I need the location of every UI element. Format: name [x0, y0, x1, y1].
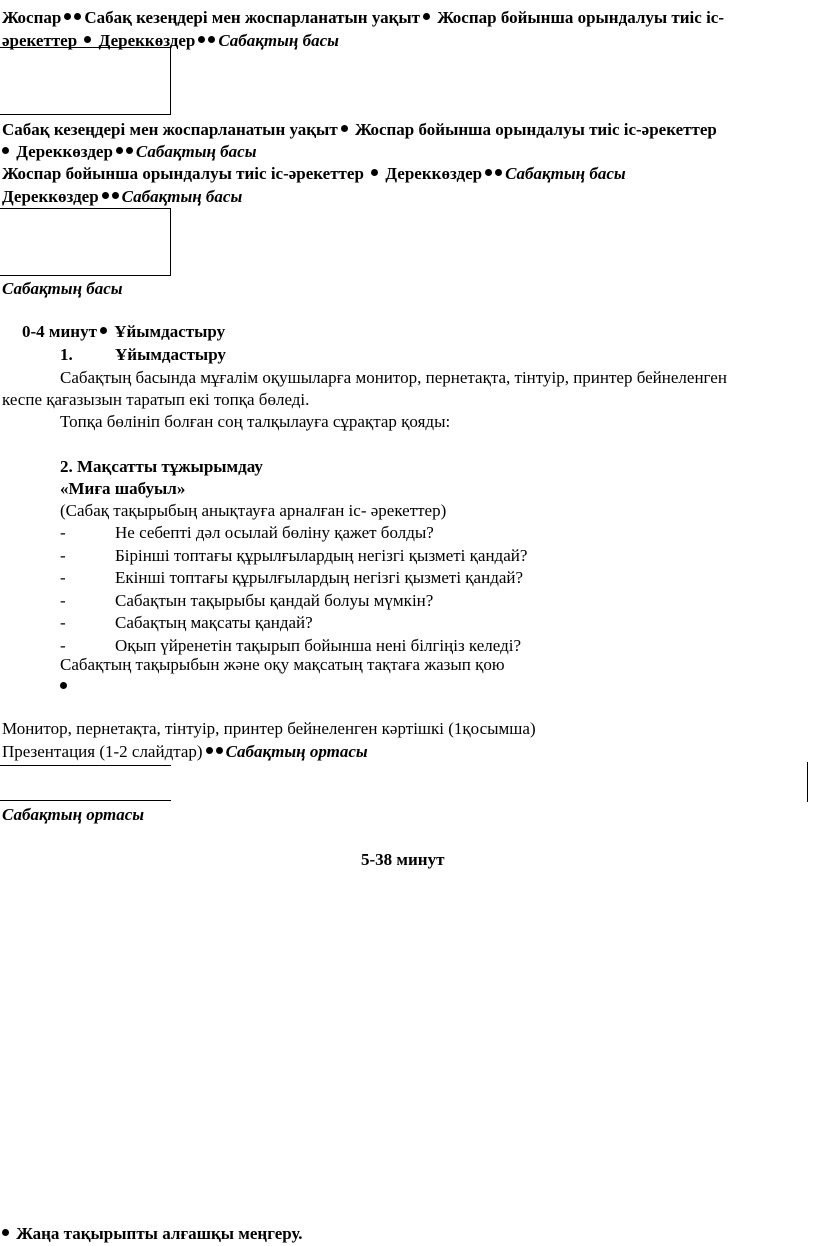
- bullet-icon: [2, 1229, 9, 1236]
- bullet-icon: [216, 747, 223, 754]
- header-sources-label: Дереккөздер: [98, 31, 196, 50]
- item-2-desc: (Сабақ тақырыбың анықтауға арналған іс- әрекеттер): [60, 501, 447, 520]
- resources-presentation: Презентация (1-2 слайдтар): [2, 742, 203, 761]
- bullet-icon: [102, 192, 109, 199]
- question-text: Бірінші топтағы құрылғылардың негізгі қызметі қандай?: [115, 545, 528, 565]
- header-plan-label: Жоспар: [2, 8, 62, 27]
- bullet-line: [60, 676, 70, 698]
- item-2-title: 2. Мақсатты тұжырымдау: [60, 457, 263, 476]
- section1-label: Сабақтың басы: [2, 279, 123, 298]
- bullet-icon: [371, 169, 378, 176]
- question-text: Сабақтын тақырыбы қандай болуы мүмкін?: [115, 590, 434, 610]
- bullet-icon: [116, 147, 123, 154]
- block2-lesson-start-2: Сабақтың басы: [505, 164, 626, 183]
- bullet-icon: [495, 169, 502, 176]
- bullet-icon: [126, 147, 133, 154]
- question-dash: -: [60, 590, 66, 610]
- question-text: Не себепті дәл осылай бөліну қажет болды?: [115, 523, 434, 542]
- question-dash: -: [60, 568, 66, 588]
- block2-lesson-start-3: Сабақтың басы: [121, 187, 243, 206]
- bullet-icon: [206, 747, 213, 754]
- bullet-icon: [208, 36, 215, 43]
- block2-line-1: [2, 119, 717, 141]
- block2-sources-label: Дереккөздер: [16, 142, 113, 161]
- bullet-icon: [112, 192, 119, 199]
- block2-sources-label-3: Дереккөздер: [2, 187, 99, 206]
- item-1-number: 1.: [60, 345, 73, 364]
- section1-time-title: [22, 321, 225, 343]
- block2-line-2: [2, 141, 257, 163]
- bullet-icon: [100, 327, 107, 334]
- bullet-icon: [64, 13, 71, 20]
- bullet-icon: [2, 147, 9, 154]
- empty-cell-box: [0, 47, 171, 115]
- question-dash: -: [60, 636, 66, 655]
- section2-time: 5-38 минут: [361, 850, 445, 869]
- divider-line: [807, 762, 808, 802]
- bullet-icon: [60, 682, 67, 689]
- bullet-icon: [423, 13, 430, 20]
- block2-actions-label: Жоспар бойынша орындалуы тиіс іс-әрекеттер: [354, 120, 717, 139]
- item-2-sub: «Миға шабуыл»: [60, 479, 186, 498]
- bullet-icon: [341, 125, 348, 132]
- question-text: Екінші топтағы құрылғылардың негізгі қызметі қандай?: [115, 568, 524, 588]
- item-1-title: Ұйымдастыру: [115, 345, 226, 364]
- footer-line: [2, 1223, 303, 1245]
- section1-time: 0-4 минут: [22, 322, 97, 341]
- footer-text: Жаңа тақырыпты алғашқы меңгеру.: [16, 1224, 303, 1243]
- block2-line-3: [2, 163, 626, 185]
- bullet-icon: [74, 13, 81, 20]
- header-lesson-start: Сабақтың басы: [218, 31, 339, 50]
- section1-title: Ұйымдастыру: [114, 322, 226, 341]
- header-line-1: [2, 7, 724, 29]
- para1-line1: Сабақтың басында мұғалім оқушыларға монитор, пернетақта, тінтуір, принтер бейнеленген: [60, 368, 727, 387]
- header-actions-cont: әрекеттер: [2, 31, 78, 50]
- question-dash: -: [60, 613, 66, 633]
- resources-line-2: [2, 741, 368, 763]
- header-stages-label: Сабақ кезеңдері мен жоспарланатын уақыт: [84, 8, 421, 27]
- block2-line-4: [2, 186, 242, 208]
- resources-lesson-middle: Сабақтың ортасы: [225, 742, 368, 761]
- block2-lesson-start: Сабақтың басы: [135, 142, 257, 161]
- question-text: Сабақтың мақсаты қандай?: [115, 613, 313, 633]
- question-text: Оқып үйренетін тақырып бойынша нені білгіңіз келеді?: [115, 636, 522, 655]
- conclusion: Сабақтың тақырыбын және оқу мақсатың тақтаға жазып қою: [60, 655, 505, 674]
- section2-label: Сабақтың ортасы: [2, 805, 145, 824]
- empty-cell-box: [0, 208, 171, 276]
- header-actions-label: Жоспар бойынша орындалуы тиіс іс-: [437, 8, 725, 27]
- block2-actions-label-2: Жоспар бойынша орындалуы тиіс іс-әрекеттер: [2, 164, 364, 183]
- bullet-icon: [198, 36, 205, 43]
- question-dash: -: [60, 545, 66, 565]
- block2-stages-label: Сабақ кезеңдері мен жоспарланатын уақыт: [2, 120, 338, 139]
- block2-sources-label-2: Дереккөздер: [385, 164, 483, 183]
- bullet-icon: [84, 36, 91, 43]
- para2: Топқа бөлініп болған соң талқылауға сұрақтар қояды:: [60, 412, 451, 431]
- question-dash: -: [60, 523, 66, 542]
- para1-line2: кеспе қағазызын таратып екі топқа бөледі.: [2, 390, 310, 409]
- divider-line: [0, 800, 171, 801]
- resources-line-1: Монитор, пернетақта, тінтуір, принтер бейнеленген кәртішкі (1қосымша): [2, 719, 536, 738]
- bullet-icon: [485, 169, 492, 176]
- divider-line: [0, 765, 171, 766]
